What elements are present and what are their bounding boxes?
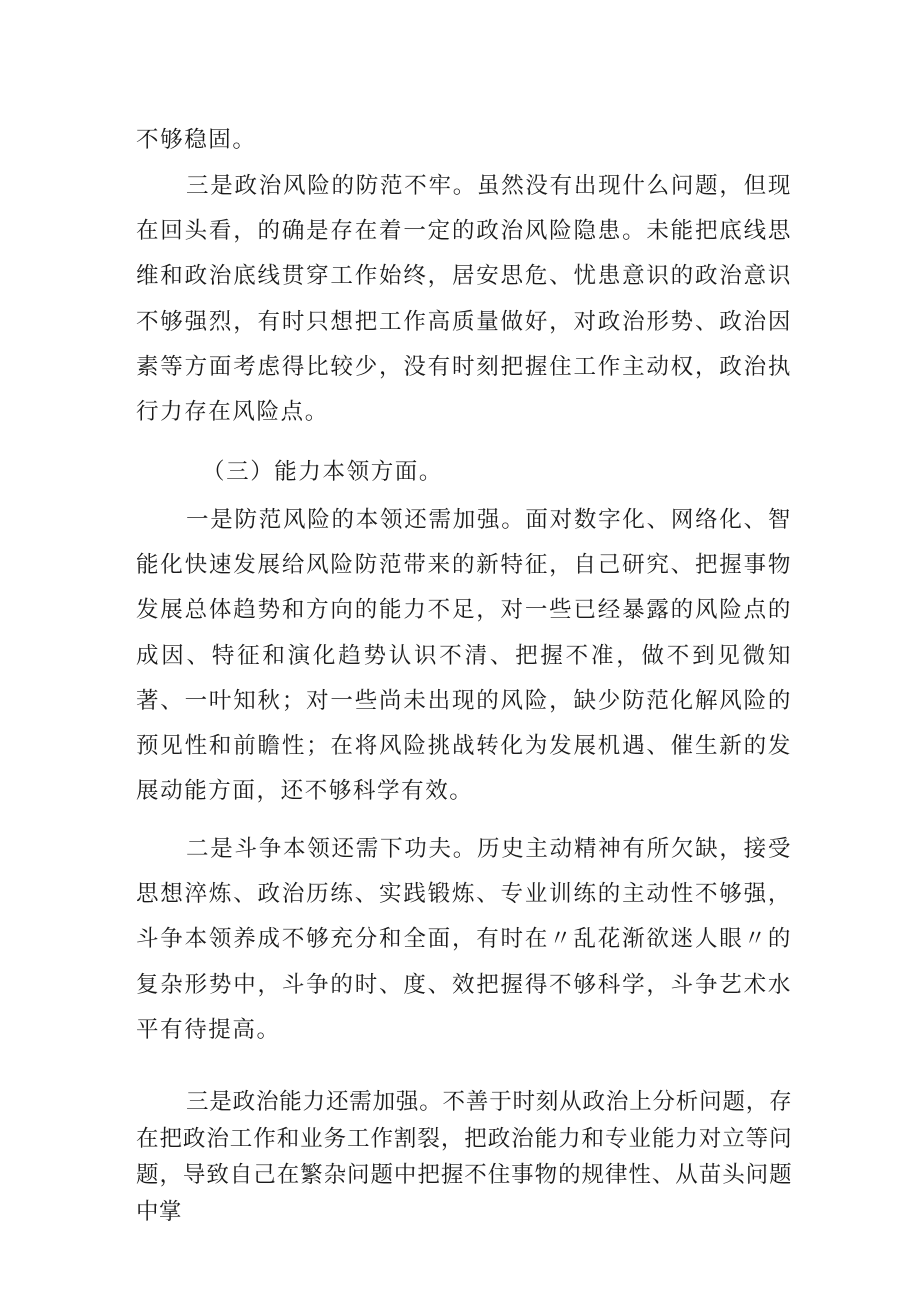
- paragraph-continuation: 不够稳固。: [136, 127, 257, 153]
- paragraph-struggle-skill: 二是斗争本领还需下功夫。历史主动精神有所欠缺，接受思想淬炼、政治历练、实践锻炼、专业训练的主动性不够强，斗争本领养成不够充分和全面，有时在〃乱花渐欲迷人眼〃的复杂形势中，斗争的时、度、效把握得不够科学，斗争艺术水平有待提高。: [136, 836, 792, 1043]
- paragraph-political-risk: 三是政治风险的防范不牢。虽然没有出现什么问题，但现在回头看，的确是存在着一定的政治风险隐患。未能把底线思维和政治底线贯穿工作始终，居安思危、忧患意识的政治意识不够强烈，有时只想把工作高质量做好，对政治形势、政治因素等方面考虑得比较少，没有时刻把握住工作主动权，政治执行力存在风险点。: [136, 173, 792, 426]
- paragraph-risk-prevention: 一是防范风险的本领还需加强。面对数字化、网络化、智能化快速发展给风险防范带来的新特征，自己研究、把握事物发展总体趋势和方向的能力不足，对一些已经暴露的风险点的成因、特征和演化趋势认识不清、把握不准，做不到见微知著、一叶知秋；对一些尚未出现的风险，缺少防范化解风险的预见性和前瞻性；在将风险挑战转化为发展机遇、催生新的发展动能方面，还不够科学有效。: [136, 507, 792, 805]
- paragraph-political-ability: 三是政治能力还需加强。不善于时刻从政治上分析问题，存在把政治工作和业务工作割裂，把政治能力和专业能力对立等问题，导致自己在繁杂问题中把握不住事物的规律性、从苗头问题中掌: [136, 1089, 792, 1225]
- section-heading-ability: （三）能力本领方面。: [202, 459, 444, 485]
